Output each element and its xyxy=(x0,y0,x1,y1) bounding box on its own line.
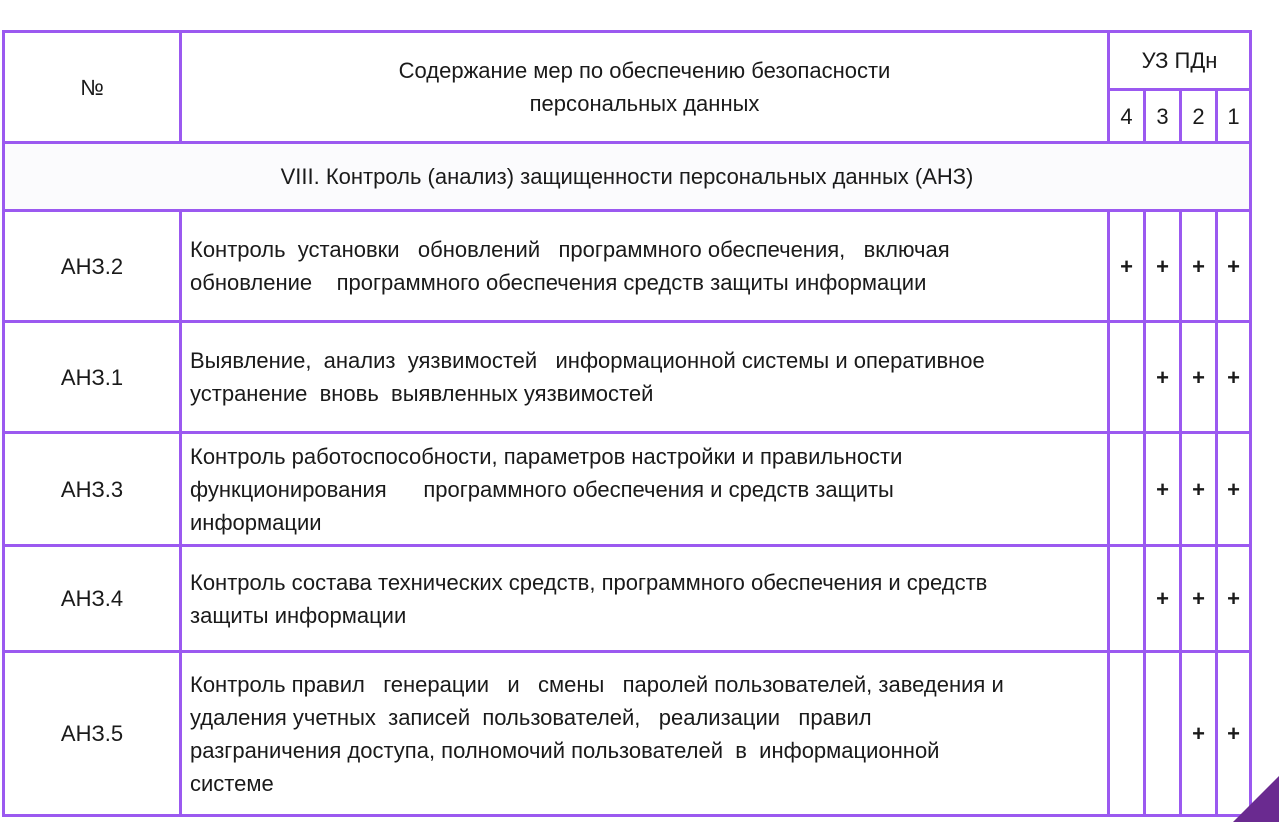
description-line: защиты информации xyxy=(190,602,407,628)
section-row xyxy=(4,143,1251,211)
level-header-1: 1 xyxy=(1217,90,1251,143)
description-line: разграничения доступа, полномочий пользователей в информационной xyxy=(190,737,940,763)
number-column-header: № xyxy=(4,32,181,143)
corner-decoration xyxy=(1233,776,1279,822)
level-3-mark: + xyxy=(1145,322,1181,433)
level-4-mark xyxy=(1109,433,1145,546)
security-measures-table xyxy=(2,30,1252,817)
measure-code: АНЗ.4 xyxy=(4,546,181,652)
table-row xyxy=(4,322,1251,433)
measure-code: АНЗ.5 xyxy=(4,652,181,816)
measure-description xyxy=(181,546,1109,652)
level-4-mark xyxy=(1109,322,1145,433)
level-3-mark xyxy=(1145,652,1181,816)
level-2-mark: + xyxy=(1181,322,1217,433)
description-line: устранение вновь выявленных уязвимостей xyxy=(190,381,654,406)
description-line: функционирования программного обеспечения и средств защиты xyxy=(190,476,894,502)
description-line: Выявление, анализ уязвимостей информационной системы и оперативное xyxy=(190,348,985,373)
table-row xyxy=(4,433,1251,546)
description-line: информации xyxy=(190,509,322,535)
description-line: Контроль установки обновлений программного обеспечения, включая xyxy=(190,237,950,262)
content-column-header xyxy=(181,32,1109,143)
description-line: удаления учетных записей пользователей, реализации правил xyxy=(190,704,872,730)
level-group-header: УЗ ПДн xyxy=(1109,32,1251,90)
level-2-mark: + xyxy=(1181,433,1217,546)
measure-description xyxy=(181,211,1109,322)
level-3-mark: + xyxy=(1145,433,1181,546)
level-1-mark: + xyxy=(1217,211,1251,322)
page-title-clipped xyxy=(0,0,1279,12)
level-header-4: 4 xyxy=(1109,90,1145,143)
table-row xyxy=(4,652,1251,816)
measure-description xyxy=(181,433,1109,546)
section-title: VIII. Контроль (анализ) защищенности персональных данных (АНЗ) xyxy=(4,143,1251,211)
measure-description xyxy=(181,322,1109,433)
content-header-line: персональных данных xyxy=(529,91,760,116)
content-header-line: Содержание мер по обеспечению безопасности xyxy=(398,58,891,83)
level-2-mark: + xyxy=(1181,211,1217,322)
level-header-2: 2 xyxy=(1181,90,1217,143)
level-header-3: 3 xyxy=(1145,90,1181,143)
level-3-mark: + xyxy=(1145,546,1181,652)
level-4-mark xyxy=(1109,652,1145,816)
description-line: обновление программного обеспечения средств защиты информации xyxy=(190,270,927,295)
level-1-mark: + xyxy=(1217,546,1251,652)
level-1-mark: + xyxy=(1217,652,1251,816)
level-2-mark: + xyxy=(1181,546,1217,652)
level-1-mark: + xyxy=(1217,433,1251,546)
description-line: Контроль правил генерации и смены паролей пользователей, заведения и xyxy=(190,671,1004,697)
table-row xyxy=(4,546,1251,652)
level-4-mark xyxy=(1109,546,1145,652)
level-2-mark: + xyxy=(1181,652,1217,816)
description-line: Контроль работоспособности, параметров настройки и правильности xyxy=(190,443,903,469)
measure-code: АНЗ.3 xyxy=(4,433,181,546)
level-4-mark: + xyxy=(1109,211,1145,322)
level-1-mark: + xyxy=(1217,322,1251,433)
measure-description xyxy=(181,652,1109,816)
level-3-mark: + xyxy=(1145,211,1181,322)
measure-code: АНЗ.1 xyxy=(4,322,181,433)
description-line: Контроль состава технических средств, программного обеспечения и средств xyxy=(190,569,988,595)
table-row xyxy=(4,211,1251,322)
measure-code: АНЗ.2 xyxy=(4,211,181,322)
description-line: системе xyxy=(190,770,274,796)
header-row-top xyxy=(4,32,1251,90)
